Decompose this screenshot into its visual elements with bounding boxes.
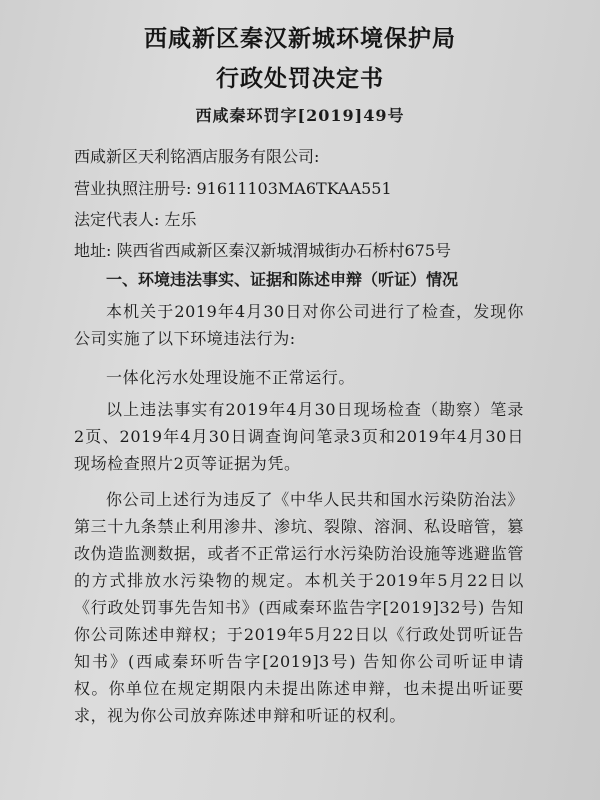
document-number: 西咸秦环罚字[2019]49号 bbox=[195, 106, 405, 125]
paragraph-legal-basis: 你公司上述行为违反了《中华人民共和国水污染防治法》第三十九条禁止利用渗井、渗坑、裂隙、溶洞、私设暗管，篡改伪造监测数据，或者不正常运行水污染防治设施等逃避监管的方式排放水污染物的规定。本机关于2019年5月22日以《行政处罚事先告知书》(西咸秦环监告字[2019]32号) 告知你公司陈述申辩权；于2019年5月22日以《行政处罚听证告知书》(西咸秦环听告字[2019]3号) 告知你公司听证申请权。你单位在规定期限内未提出陈述申辩，也未提出听证要求，视为你公司放弃陈述申辩和听证的权利。 bbox=[74, 490, 524, 725]
recipient-name: 西咸新区天利铭酒店服务有限公司: bbox=[74, 147, 320, 166]
paragraph-violation: 一体化污水处理设施不正常运行。 bbox=[106, 368, 356, 387]
document-title: 行政处罚决定书 bbox=[216, 66, 384, 92]
paragraph-inspection: 本机关于2019年4月30日对你公司进行了检查，发现你公司实施了以下环境违法行为: bbox=[74, 302, 524, 348]
legal-representative: 法定代表人: 左乐 bbox=[74, 210, 197, 229]
document-title-agency: 西咸新区秦汉新城环境保护局 bbox=[144, 26, 456, 52]
business-license-number: 营业执照注册号: 91611103MA6TKAA551 bbox=[74, 179, 392, 198]
paragraph-evidence: 以上违法事实有2019年4月30日现场检查（勘察）笔录2页、2019年4月30日调查询问笔录3页和2019年4月30日现场检查照片2页等证据为凭。 bbox=[74, 400, 524, 473]
section-1-heading: 一、环境违法事实、证据和陈述申辩（听证）情况 bbox=[106, 270, 459, 289]
recipient-address: 地址: 陕西省西咸新区秦汉新城渭城街办石桥村675号 bbox=[74, 241, 452, 260]
